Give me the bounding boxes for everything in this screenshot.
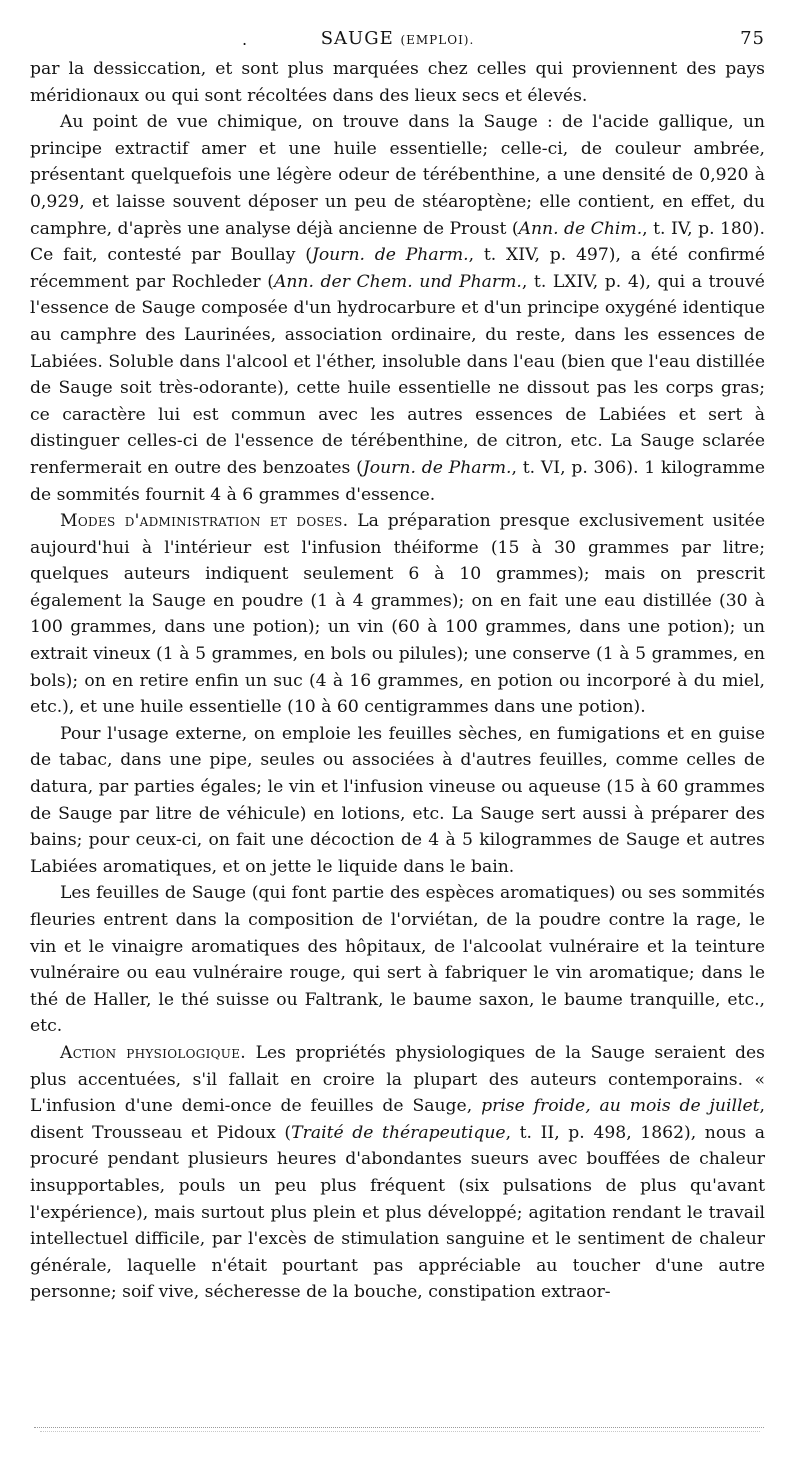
section-heading: Modes d'administration et doses.	[60, 511, 349, 532]
text-run: Pour l'usage externe, on emploie les feuilles sèches, en fumigations et en guise de tabac, dans une pipe, seules ou associées à d'autres feuilles, comme celles de datura, par parties égales; le vin et l'infusion vineuse ou aqueuse (15 à 60 grammes de Sauge par litre de véhicule) en lotions, etc. La Sauge sert aussi à préparer des bains; pour ceux-ci, on fait une décoction de 4 à 5 kilogrammes de Sauge et autres Labiées aromatiques, et on jette le liquide dans le bain.	[30, 723, 765, 877]
running-title-main: SAUGE	[320, 28, 394, 49]
text-run: Les feuilles de Sauge (qui font partie des espèces aromatiques) ou ses sommités fleuries entrent dans la composition de l'orviétan, de la poudre contre la rage, le vin et le vinaigre aromatiques des hôpitaux, de l'alcoolat vulnéraire et la teinture vulnéraire ou eau vulnéraire rouge, qui sert à fabriquer le vin aromatique; dans le thé de Haller, le thé suisse ou Faltrank, le baume saxon, le baume tranquille, etc., etc.	[30, 883, 765, 1037]
text-run: La préparation presque exclusivement usitée aujourd'hui à l'intérieur est l'infusion théiforme (15 à 30 grammes par litre; quelques auteurs indiquent seulement 6 à 10 grammes); mais on prescrit également la Sauge en poudre (1 à 4 grammes); on en fait une eau distillée (30 à 100 grammes, dans une potion); un vin (60 à 100 grammes, dans une potion); un extrait vineux (1 à 5 grammes, en bols ou pilules); une conserve (1 à 5 grammes, en bols); on en retire enfin un suc (4 à 16 grammes, en potion ou incorporé à du miel, etc.), et une huile essentielle (10 à 60 centigrammes dans une potion).	[30, 511, 765, 718]
paragraph	[30, 109, 765, 508]
paragraph	[30, 508, 765, 721]
body-text	[30, 56, 765, 1306]
text-run: Les propriétés physiologiques de la Sauge seraient des plus accentuées, s'il fallait en croire la plupart des auteurs contemporains. « L'infusion d'une demi-once de feuilles de Sauge,	[30, 1042, 765, 1117]
text-run: , t. LXIV, p. 4), qui a trouvé l'essence de Sauge composée d'un hydrocarbure et d'un principe oxygéné identique au camphre des Laurinées, association ordinaire, du reste, dans les essences de Labiées. Soluble dans l'alcool et l'éther, insoluble dans l'eau (bien que l'eau distillée de Sauge soit très-odorante), cette huile essentielle ne dissout pas les corps gras; ce caractère lui est commun avec les autres essences de Labiées et sert à distinguer celles-ci de l'essence de térébenthine, de citron, etc. La Sauge sclarée renfermerait en outre des benzoates (	[30, 271, 765, 478]
italic-citation: Ann. der Chem. und Pharm.	[273, 271, 522, 292]
faint-footer-rule	[40, 1431, 760, 1432]
paragraph	[30, 1040, 765, 1306]
text-run: , t. VI, p. 306). 1 kilogramme de sommités fournit 4 à 6 grammes d'essence.	[30, 457, 765, 505]
paragraph	[30, 880, 765, 1040]
running-header	[30, 26, 765, 56]
text-run: , disent Trousseau et Pidoux (	[30, 1096, 765, 1143]
italic-citation: Journ. de Pharm.	[311, 245, 469, 266]
text-run: , t. XIV, p. 497), a été confirmé récemment par Rochleder (	[30, 245, 765, 292]
italic-citation: Ann. de Chim.	[518, 218, 643, 239]
faint-footer-rule	[34, 1427, 764, 1428]
running-title	[30, 28, 765, 49]
italic-citation: prise froide, au mois de juillet	[481, 1096, 760, 1117]
italic-citation: Traité de thérapeutique	[291, 1122, 506, 1143]
page	[30, 26, 765, 1306]
text-run: Au point de vue chimique, on trouve dans la Sauge : de l'acide gallique, un principe extractif amer et une huile essentielle; celle-ci, de couleur ambrée, présentant quelquefois une légère odeur de térébenthine, a une densité de 0,920 à 0,929, et laisse souvent déposer un peu de stéaroptène; elle contient, en effet, du camphre, d'après une analyse déjà ancienne de Proust (	[30, 112, 765, 239]
text-run: par la dessiccation, et sont plus marquées chez celles qui proviennent des pays méridionaux ou qui sont récoltées dans des lieux secs et élevés.	[30, 59, 765, 106]
text-run: , t. II, p. 498, 1862), nous a procuré pendant plusieurs heures d'abondantes sueurs avec bouffées de chaleur insupportables, pouls un peu plus fréquent (six pulsations de plus qu'avant l'expérience), mais surtout plus plein et plus développé; agitation rendant le travail intellectuel difficile, par l'excès de stimulation sanguine et le sentiment de chaleur générale, laquelle n'était pourtant pas appréciable au toucher d'une autre personne; soif vive, sécheresse de la bouche, constipation extraor-	[30, 1122, 765, 1303]
section-heading: Action physiologique.	[60, 1042, 247, 1063]
running-title-sub: (EMPLOI).	[400, 33, 475, 47]
page-number: 75	[740, 28, 765, 49]
paragraph	[30, 721, 765, 881]
header-dot: .	[242, 30, 249, 49]
italic-citation: Journ. de Pharm.	[362, 457, 512, 478]
paragraph	[30, 56, 765, 109]
text-run: , t. IV, p. 180). Ce fait, contesté par Boullay (	[30, 218, 765, 266]
